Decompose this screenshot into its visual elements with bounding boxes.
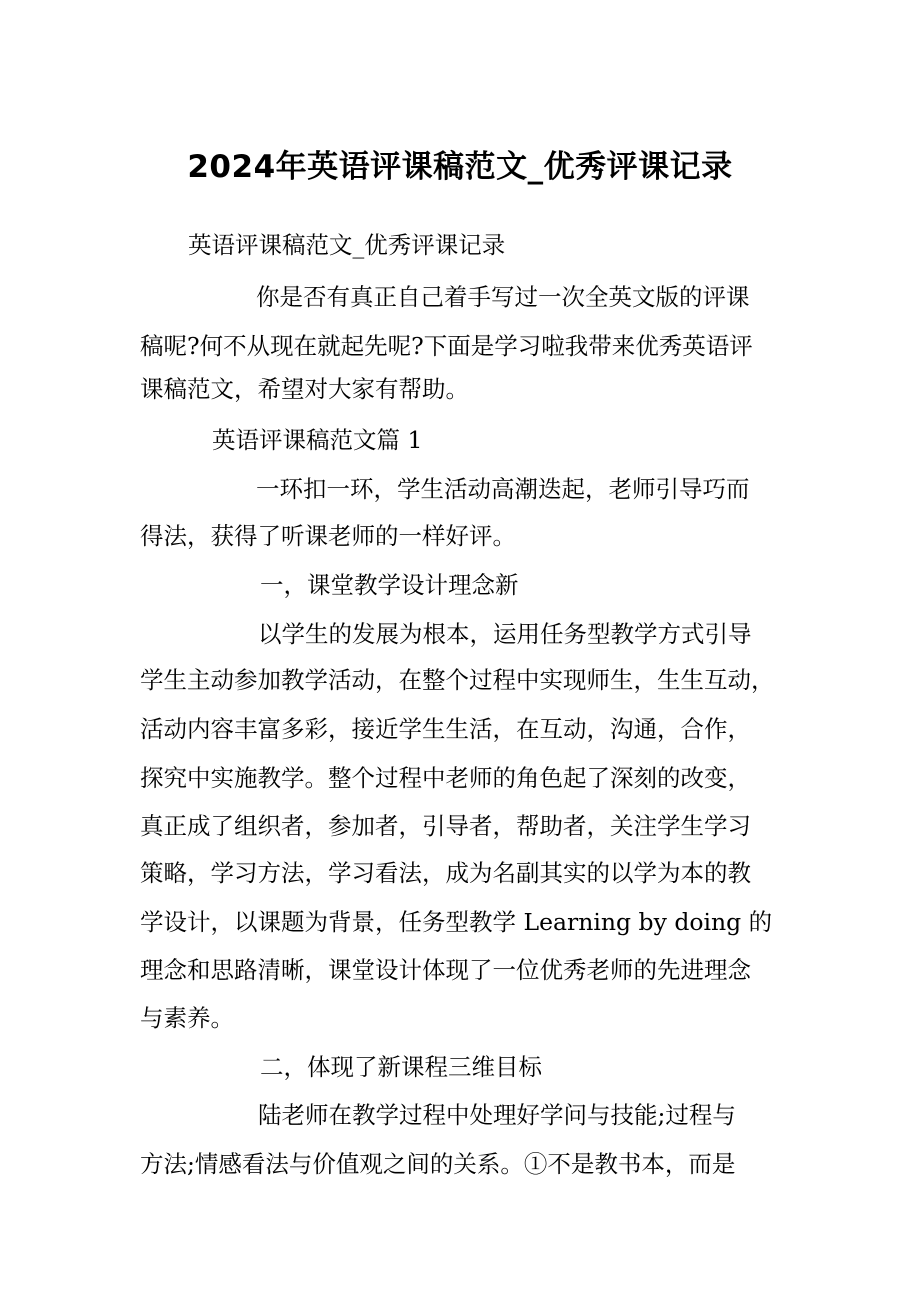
paragraph-line: 陆老师在教学过程中处理好学问与技能;过程与 [258, 1101, 736, 1129]
paragraph-line: 活动内容丰富多彩，接近学生生活，在互动，沟通，合作， [140, 715, 751, 743]
document-title: 2024年英语评课稿范文_优秀评课记录 [187, 149, 733, 185]
paragraph-line: 以学生的发展为根本，运用任务型教学方式引导 [258, 620, 752, 648]
paragraph-line: 方法;情感看法与价值观之间的关系。①不是教书本，而是 [140, 1150, 736, 1178]
paragraph-line: 得法，获得了听课老师的一样好评。 [140, 522, 516, 550]
paragraph-line: 一环扣一环，学生活动高潮迭起，老师引导巧而 [256, 475, 750, 503]
paragraph-line: 真正成了组织者，参加者，引导者，帮助者，关注学生学习 [140, 812, 751, 840]
intro-line-3: 课稿范文，希望对大家有帮助。 [140, 375, 469, 403]
subtitle-line: 英语评课稿范文_优秀评课记录 [188, 231, 506, 259]
paragraph-line: 理念和思路清晰，课堂设计体现了一位优秀老师的先进理念 [140, 956, 751, 984]
section-heading: 英语评课稿范文篇 1 [212, 426, 423, 454]
paragraph-line: 与素养。 [140, 1004, 234, 1032]
intro-line-2: 稿呢?何不从现在就起先呢?下面是学习啦我带来优秀英语评 [140, 332, 753, 360]
paragraph-line: 学设计，以课题为背景，任务型教学 Learning by doing 的 [140, 908, 773, 936]
subheading-two: 二，体现了新课程三维目标 [260, 1053, 542, 1081]
paragraph-line: 策略，学习方法，学习看法，成为名副其实的以学为本的教 [140, 859, 751, 887]
paragraph-line: 学生主动参加教学活动，在整个过程中实现师生，生生互动， [140, 666, 775, 694]
subheading-one: 一，课堂教学设计理念新 [260, 571, 519, 599]
intro-line-1: 你是否有真正自己着手写过一次全英文版的评课 [256, 283, 750, 311]
paragraph-line: 探究中实施教学。整个过程中老师的角色起了深刻的改变， [140, 764, 751, 792]
